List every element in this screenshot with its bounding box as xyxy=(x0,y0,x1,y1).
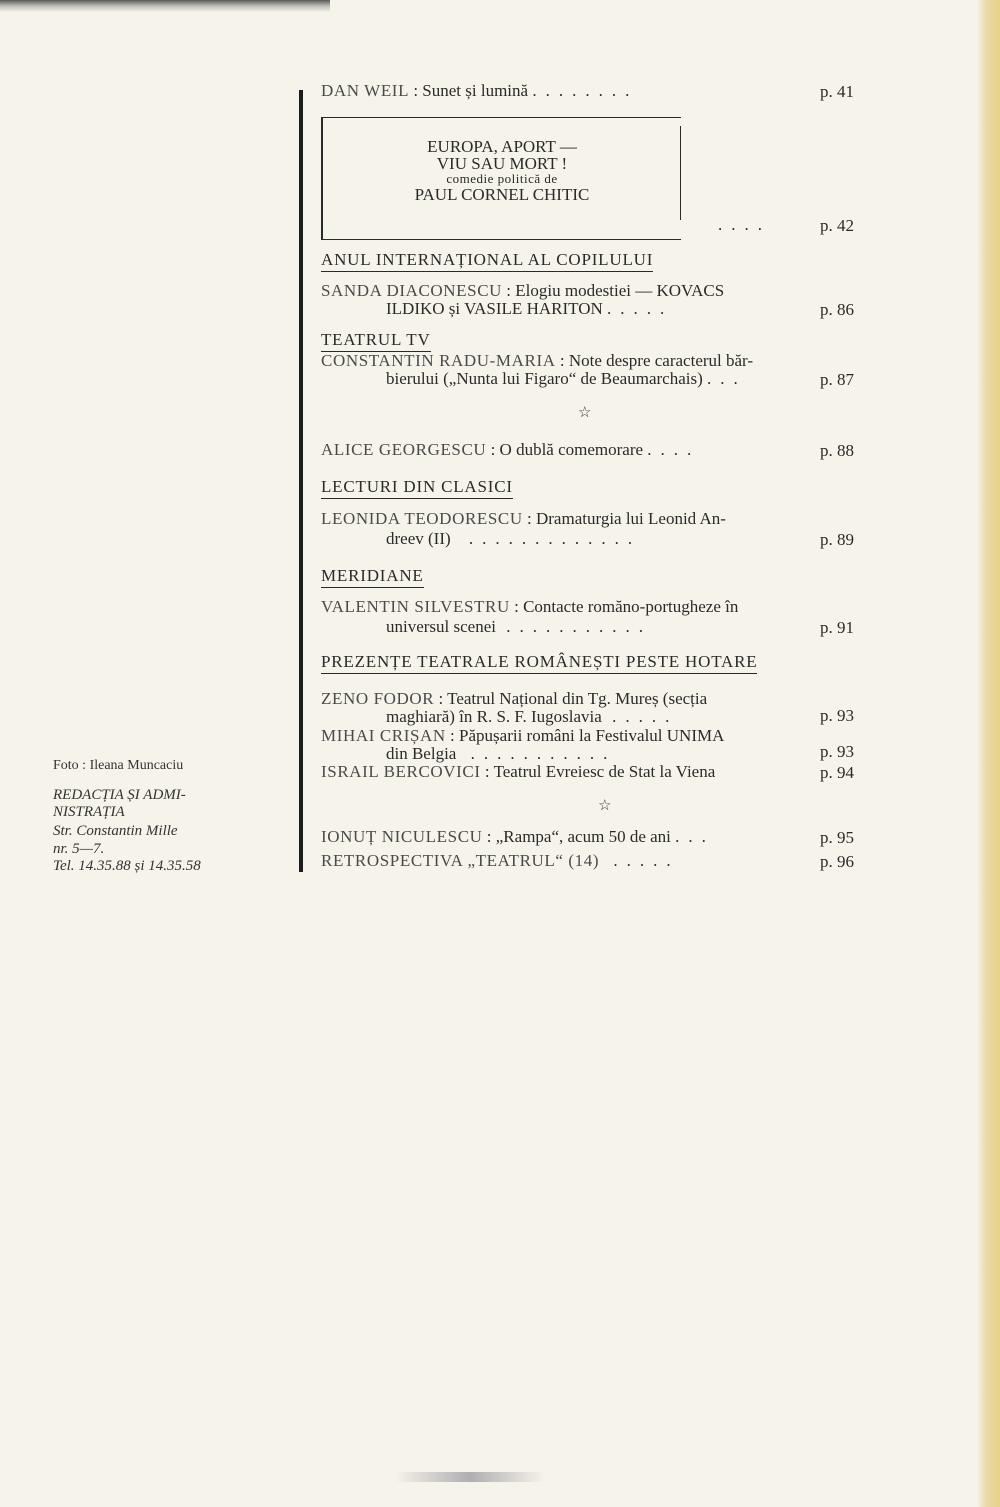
entry-author: SANDA DIACONESCU xyxy=(321,281,503,300)
redactia-line-2: NISTRAȚIA xyxy=(53,804,125,820)
entry-author: ALICE GEORGESCU xyxy=(321,440,487,459)
entry-page: p. 94 xyxy=(820,763,854,782)
box-leader xyxy=(718,216,771,234)
colon: : xyxy=(490,440,496,459)
boxed-entry-europa-aport xyxy=(321,117,681,240)
section-title-anul-copilului: ANUL INTERNAȚIONAL AL COPILULUI xyxy=(321,250,653,272)
entry-author: IONUȚ NICULESCU xyxy=(321,827,483,846)
colon: : xyxy=(559,351,565,370)
toc-entry-constantin-radu-maria xyxy=(321,352,753,370)
leader-dots: ........ xyxy=(470,744,577,763)
toc-entry-sanda-diaconescu xyxy=(321,282,724,300)
entry-title: RETROSPECTIVA „TEATRUL“ (14) xyxy=(321,851,600,870)
entry-title: Note despre caracterul băr- xyxy=(568,351,754,370)
redactia-line-1: REDACȚIA ȘI ADMI- xyxy=(53,787,186,803)
toc-entry-dan-weil xyxy=(321,82,638,100)
leader-dots: ..... xyxy=(574,529,642,548)
leader-dots: ........ xyxy=(532,81,639,100)
page-edge-right xyxy=(978,0,1000,1507)
toc-entry-retrospectiva xyxy=(321,852,680,870)
entry-title-line2: maghiară) în R. S. F. Iugoslavia xyxy=(386,707,602,726)
entry-title-cont: — KOVACS xyxy=(635,281,725,300)
entry-author: CONSTANTIN RADU-MARIA xyxy=(321,351,556,370)
leader-dots: ... xyxy=(576,744,617,763)
entry-title: Păpușarii români la Festivalul UNIMA xyxy=(459,726,725,745)
leader-dots: .... xyxy=(718,215,771,234)
section-title-lecturi-din-clasici: LECTURI DIN CLASICI xyxy=(321,477,513,499)
toc-entry-israil-bercovici xyxy=(321,763,715,781)
colon: : xyxy=(506,281,512,300)
entry-page: p. 88 xyxy=(820,441,854,460)
toc-entry-line2 xyxy=(386,745,616,763)
colon: : xyxy=(527,509,532,528)
leader-dots: ..... xyxy=(613,851,680,870)
entry-page: p. 93 xyxy=(820,742,854,761)
telephone: Tel. 14.35.88 și 14.35.58 xyxy=(53,858,201,874)
leader-dots: ... xyxy=(612,617,652,636)
page-edge-top xyxy=(0,0,330,12)
entry-title: Dramaturgia lui Leonid An- xyxy=(535,509,726,528)
colon: : xyxy=(438,689,444,708)
bottom-print-mark xyxy=(395,1472,545,1482)
toc-entry-line2 xyxy=(386,300,673,318)
entry-page: p. 86 xyxy=(820,300,854,319)
entry-title-line2: bierului („Nunta lui Figaro“ de Beaumarchais) xyxy=(386,369,703,388)
entry-title: Contacte romăno-portugheze în xyxy=(523,597,739,616)
toc-entry-line2 xyxy=(386,708,678,726)
entry-page: p. 91 xyxy=(820,618,854,637)
entry-title: Sunet și lumină xyxy=(422,81,529,100)
toc-entry-valentin-silvestru xyxy=(321,598,738,616)
box-line-1: EUROPA, APORT — xyxy=(427,137,577,156)
leader-dots: ... xyxy=(707,369,747,388)
colon: : xyxy=(484,762,490,781)
entry-title: Teatrul Național din Tg. Mureș (secția xyxy=(447,689,708,708)
toc-entry-line2 xyxy=(386,530,641,548)
entry-author: ZENO FODOR xyxy=(321,689,435,708)
entry-page: p. 89 xyxy=(820,530,854,549)
vertical-rule xyxy=(299,90,303,872)
entry-page: p. 87 xyxy=(820,370,854,389)
leader-dots: ........ xyxy=(468,529,575,548)
entry-title-line2: ILDIKO și VASILE HARITON xyxy=(386,299,603,318)
box-page: p. 42 xyxy=(820,216,854,235)
entry-title: „Rampa“, acum 50 de ani xyxy=(495,827,671,846)
entry-author: MIHAI CRIȘAN xyxy=(321,726,446,745)
entry-title-line2: dreev (II) xyxy=(386,529,451,548)
entry-page: p. 93 xyxy=(820,706,854,725)
entry-author: VALENTIN SILVESTRU xyxy=(321,597,510,616)
entry-page: p. 96 xyxy=(820,852,854,871)
star-ornament-icon: ☆ xyxy=(578,405,592,421)
star-ornament-icon: ☆ xyxy=(598,798,612,814)
colon: : xyxy=(486,827,492,846)
toc-entry-line2 xyxy=(386,618,652,636)
entry-title: Elogiu modestiei xyxy=(515,281,631,300)
leader-dots: ........ xyxy=(506,617,613,636)
toc-entry-mihai-crisan xyxy=(321,727,724,745)
leader-dots: ..... xyxy=(612,707,679,726)
entry-page: p. 95 xyxy=(820,828,854,847)
entry-title-line2: universul scenei xyxy=(386,617,496,636)
entry-title: Teatrul Evreiesc de Stat la Viena xyxy=(493,762,716,781)
toc-entry-line2 xyxy=(386,370,747,388)
photo-credit: Foto : Ileana Muncaciu xyxy=(53,758,184,773)
leader-dots: ... xyxy=(675,827,715,846)
section-title-teatrul-tv: TEATRUL TV xyxy=(321,330,431,352)
toc-entry-zeno-fodor xyxy=(321,690,707,708)
toc-entry-alice-georgescu xyxy=(321,441,700,459)
colon: : xyxy=(413,81,419,100)
entry-author: DAN WEIL xyxy=(321,81,410,100)
entry-title: O dublă comemorare xyxy=(499,440,644,459)
address-street: Str. Constantin Mille xyxy=(53,823,178,839)
toc-entry-ionut-niculescu xyxy=(321,828,715,846)
box-line-3: comedie politică de xyxy=(446,171,558,186)
colon: : xyxy=(514,597,519,616)
toc-entry-leonida-teodorescu xyxy=(321,510,726,528)
entry-author: LEONIDA TEODORESCU xyxy=(321,509,523,528)
section-title-prezente-teatrale: PREZENȚE TEATRALE ROMÂNEȘTI PESTE HOTARE xyxy=(321,652,757,674)
entry-page: p. 41 xyxy=(820,82,854,101)
entry-author: ISRAIL BERCOVICI xyxy=(321,762,481,781)
section-title-meridiane: MERIDIANE xyxy=(321,566,424,588)
entry-title-line2: din Belgia xyxy=(386,744,457,763)
box-line-4: PAUL CORNEL CHITIC xyxy=(414,185,590,204)
leader-dots: .... xyxy=(647,440,701,459)
leader-dots: ..... xyxy=(607,299,674,318)
colon: : xyxy=(450,726,455,745)
address-number: nr. 5—7. xyxy=(53,841,105,857)
box-line-2: VIU SAU MORT ! xyxy=(436,154,568,173)
